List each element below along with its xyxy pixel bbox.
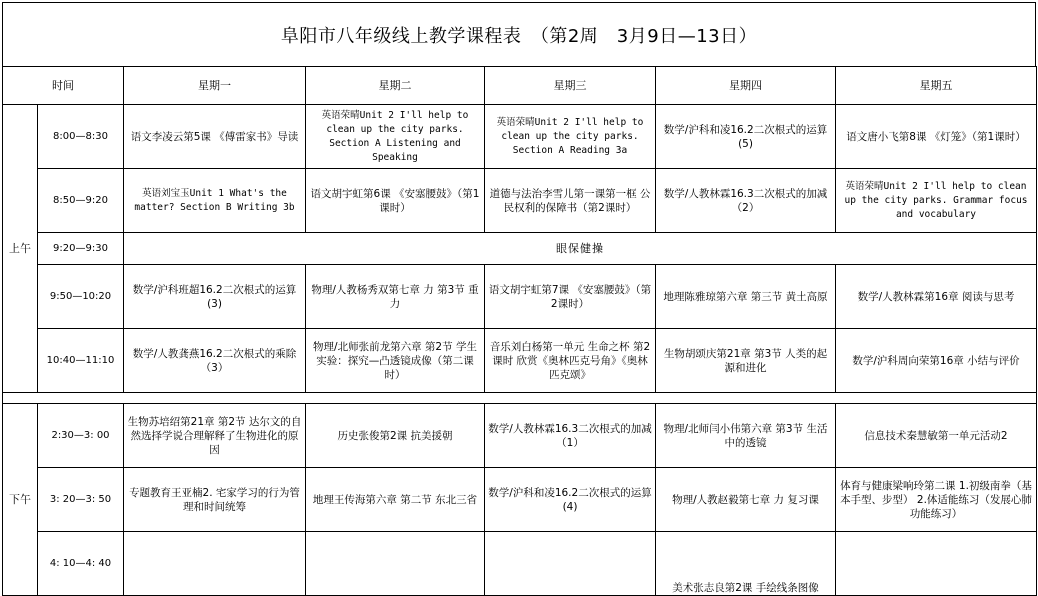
course-cell: 数学/沪科和凌16.2二次根式的运算(5): [656, 105, 836, 169]
time-cell: 9:50—10:20: [38, 265, 124, 329]
course-cell: 英语刘宝玉Unit 1 What's the matter? Section B Writing 3b: [124, 169, 306, 233]
course-cell: 专题教育王亚楠2. 宅家学习的行为管理和时间统筹: [124, 468, 306, 532]
course-cell: 语文李凌云第5课 《傅雷家书》导读: [124, 105, 306, 169]
header-day: 星期一: [124, 67, 306, 105]
table-row: [3, 105, 1037, 169]
time-cell: 4: 10—4: 40: [38, 532, 124, 596]
course-cell: [485, 532, 656, 596]
course-cell: 物理/人教杨秀双第七章 力 第3节 重力: [306, 265, 485, 329]
course-cell: 音乐刘白杨第一单元 生命之杯 第2课时 欣赏《奥林匹克号角》《奥林匹克颂》: [485, 329, 656, 393]
header-time: 时间: [3, 67, 124, 105]
separator-row: [3, 393, 1037, 404]
time-cell: 8:50—9:20: [38, 169, 124, 233]
table-row: [3, 404, 1037, 468]
header-day: 星期四: [656, 67, 836, 105]
period-label-afternoon: 下午: [3, 404, 38, 596]
course-cell: 数学/沪科周向荣第16章 小结与评价: [836, 329, 1037, 393]
separator-cell: [3, 393, 1037, 404]
course-cell: 英语荣晴Unit 2 I'll help to clean up the city parks. Grammar focus and vocabulary: [836, 169, 1037, 233]
header-day: 星期三: [485, 67, 656, 105]
course-cell: 物理/北师闫小伟第六章 第3节 生活中的透镜: [656, 404, 836, 468]
course-cell: [836, 532, 1037, 596]
time-cell: 10:40—11:10: [38, 329, 124, 393]
course-cell: 数学/人教林霖第16章 阅读与思考: [836, 265, 1037, 329]
schedule-table: [2, 66, 1037, 596]
table-row: [3, 329, 1037, 393]
course-cell: 数学/沪科和凌16.2二次根式的运算(4): [485, 468, 656, 532]
course-cell: 美术张志良第2课 手绘线条图像: [656, 532, 836, 596]
page-title: 阜阳市八年级线上教学课程表 （第2周 3月9日—13日）: [2, 2, 1036, 66]
course-cell: 物理/人教赵毅第七章 力 复习课: [656, 468, 836, 532]
course-cell: 语文胡宇虹第7课 《安塞腰鼓》（第2课时）: [485, 265, 656, 329]
course-cell: 地理陈雅琼第六章 第三节 黄土高原: [656, 265, 836, 329]
course-cell: [306, 532, 485, 596]
header-day: 星期二: [306, 67, 485, 105]
table-row: [3, 532, 1037, 596]
course-cell: 数学/人教林霖16.3二次根式的加减（2）: [656, 169, 836, 233]
course-cell: 生物苏培绍第21章 第2节 达尔文的自然选择学说合理解释了生物进化的原因: [124, 404, 306, 468]
header-row: [3, 67, 1037, 105]
header-day: 星期五: [836, 67, 1037, 105]
course-cell: 历史张俊第2课 抗美援朝: [306, 404, 485, 468]
course-cell: 体育与健康梁响玲第二课 1.初级南拳（基本手型、步型） 2.体适能练习（发展心肺功能练习）: [836, 468, 1037, 532]
time-cell: 8:00—8:30: [38, 105, 124, 169]
course-cell: 数学/人教林霖16.3二次根式的加减（1）: [485, 404, 656, 468]
course-cell: [124, 532, 306, 596]
table-row: [3, 233, 1037, 265]
course-cell: 地理王传海第六章 第二节 东北三省: [306, 468, 485, 532]
table-row: [3, 169, 1037, 233]
time-cell: 3: 20—3: 50: [38, 468, 124, 532]
eye-exercise-cell: 眼保健操: [124, 233, 1037, 265]
course-cell: 物理/北师张前龙第六章 第2节 学生实验：探究—凸透镜成像（第二课时）: [306, 329, 485, 393]
course-cell: 道德与法治李雪儿第一课第一框 公民权利的保障书（第2课时）: [485, 169, 656, 233]
course-cell: 语文唐小飞第8课 《灯笼》（第1课时）: [836, 105, 1037, 169]
course-cell: 语文胡宇虹第6课 《安塞腰鼓》（第1课时）: [306, 169, 485, 233]
course-cell: 生物胡颂庆第21章 第3节 人类的起源和进化: [656, 329, 836, 393]
course-cell: 英语荣晴Unit 2 I'll help to clean up the city parks. Section A Listening and Speaking: [306, 105, 485, 169]
table-row: [3, 468, 1037, 532]
course-cell: 数学/人教龚燕16.2二次根式的乘除（3）: [124, 329, 306, 393]
course-cell: 信息技术秦慧敏第一单元活动2: [836, 404, 1037, 468]
time-cell: 9:20—9:30: [38, 233, 124, 265]
course-cell: 数学/沪科班超16.2二次根式的运算(3): [124, 265, 306, 329]
course-cell: 英语荣晴Unit 2 I'll help to clean up the city parks. Section A Reading 3a: [485, 105, 656, 169]
schedule: [2, 2, 1036, 596]
time-cell: 2:30—3: 00: [38, 404, 124, 468]
table-row: [3, 265, 1037, 329]
period-label-morning: 上午: [3, 105, 38, 393]
